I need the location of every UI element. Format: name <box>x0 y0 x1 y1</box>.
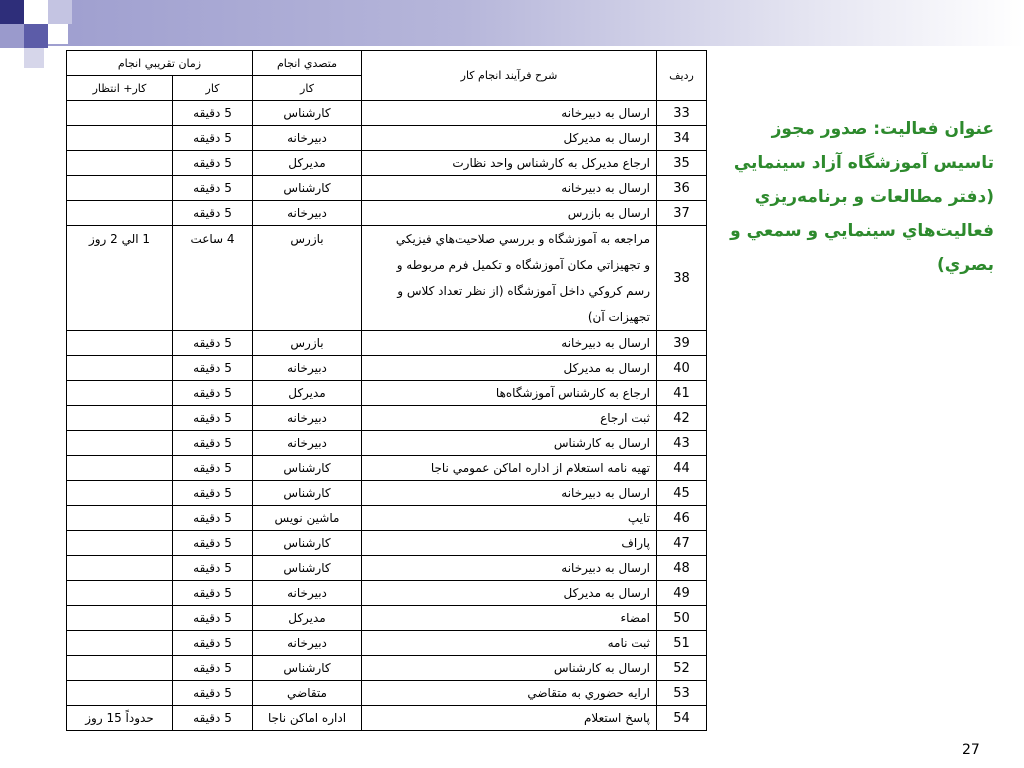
row-work-time-cell: 5 دقيقه <box>173 356 253 381</box>
table-row <box>67 226 707 331</box>
process-table-wrap <box>66 50 707 731</box>
row-responsible-cell: دبيرخانه <box>253 431 362 456</box>
process-table <box>66 50 707 731</box>
row-work-time-cell: 5 دقيقه <box>173 381 253 406</box>
row-id-cell: 45 <box>657 481 707 506</box>
table-row <box>67 456 707 481</box>
row-description-cell: ارايه حضوري به متقاضي <box>362 681 657 706</box>
table-row <box>67 151 707 176</box>
row-responsible-cell: مديركل <box>253 381 362 406</box>
table-row <box>67 531 707 556</box>
row-work-time-cell: 5 دقيقه <box>173 581 253 606</box>
row-work-time-cell: 5 دقيقه <box>173 556 253 581</box>
title-line: تاسيس آموزشگاه آزاد سينمايي <box>733 153 994 173</box>
table-row <box>67 126 707 151</box>
row-responsible-cell: دبيرخانه <box>253 201 362 226</box>
row-work-time-cell: 5 دقيقه <box>173 481 253 506</box>
row-wait-time-cell <box>67 201 173 226</box>
description-line: تجهيزات آن) <box>587 310 650 324</box>
row-wait-time-cell <box>67 331 173 356</box>
row-description-cell <box>362 226 657 331</box>
row-wait-time-cell <box>67 656 173 681</box>
row-id-cell: 36 <box>657 176 707 201</box>
row-responsible-cell: كارشناس <box>253 531 362 556</box>
row-wait-time-cell <box>67 151 173 176</box>
description-line: مراجعه به آموزشگاه و بررسي صلاحيت‌هاي فيزيكي <box>395 232 650 246</box>
row-id-cell: 40 <box>657 356 707 381</box>
row-work-time-cell: 5 دقيقه <box>173 656 253 681</box>
row-id-cell: 48 <box>657 556 707 581</box>
row-responsible-cell: بازرس <box>253 331 362 356</box>
row-responsible-cell: كارشناس <box>253 656 362 681</box>
header-time-group: زمان تقريبي انجام <box>67 51 253 76</box>
row-id-cell: 42 <box>657 406 707 431</box>
row-responsible-cell: اداره اماكن ناجا <box>253 706 362 731</box>
row-description-cell: ارجاع به كارشناس آموزشگاه‌ها <box>362 381 657 406</box>
row-responsible-cell: متقاضي <box>253 681 362 706</box>
row-work-time-cell: 5 دقيقه <box>173 176 253 201</box>
row-work-time-cell: 5 دقيقه <box>173 531 253 556</box>
row-description-cell: پاراف <box>362 531 657 556</box>
row-work-time-cell: 5 دقيقه <box>173 431 253 456</box>
header-responsible-line2: كار <box>253 76 362 101</box>
table-row <box>67 681 707 706</box>
row-description-cell: ارسال به كارشناس <box>362 431 657 456</box>
row-work-time-cell: 5 دقيقه <box>173 126 253 151</box>
row-description-cell: پاسخ استعلام <box>362 706 657 731</box>
table-header-row <box>67 51 707 76</box>
row-wait-time-cell <box>67 456 173 481</box>
row-responsible-cell: مديركل <box>253 606 362 631</box>
row-responsible-cell: دبيرخانه <box>253 356 362 381</box>
row-work-time-cell: 5 دقيقه <box>173 406 253 431</box>
row-id-cell: 49 <box>657 581 707 606</box>
header-gradient-band <box>0 0 1024 46</box>
table-row <box>67 101 707 126</box>
row-work-time-cell: 5 دقيقه <box>173 506 253 531</box>
table-row <box>67 631 707 656</box>
row-id-cell: 43 <box>657 431 707 456</box>
row-id-cell: 33 <box>657 101 707 126</box>
row-description-cell: امضاء <box>362 606 657 631</box>
table-row <box>67 581 707 606</box>
title-line: بصري) <box>936 255 994 275</box>
description-line: رسم كروكي داخل آموزشگاه (از نظر تعداد كلاس و <box>397 284 650 298</box>
table-row <box>67 481 707 506</box>
row-wait-time-cell <box>67 356 173 381</box>
row-wait-time-cell <box>67 431 173 456</box>
table-row <box>67 656 707 681</box>
row-description-cell: ثبت نامه <box>362 631 657 656</box>
row-responsible-cell: دبيرخانه <box>253 126 362 151</box>
row-id-cell: 54 <box>657 706 707 731</box>
row-description-cell: ارسال به دبيرخانه <box>362 331 657 356</box>
row-wait-time-cell <box>67 101 173 126</box>
row-work-time-cell: 5 دقيقه <box>173 631 253 656</box>
row-id-cell: 47 <box>657 531 707 556</box>
row-wait-time-cell <box>67 506 173 531</box>
row-description-cell: ارسال به دبيرخانه <box>362 556 657 581</box>
table-row <box>67 706 707 731</box>
row-responsible-cell: كارشناس <box>253 456 362 481</box>
row-responsible-cell: دبيرخانه <box>253 581 362 606</box>
row-description-cell: ارسال به مديركل <box>362 356 657 381</box>
row-responsible-cell: كارشناس <box>253 481 362 506</box>
row-responsible-cell: ماشين نويس <box>253 506 362 531</box>
row-id-cell: 37 <box>657 201 707 226</box>
title-line: (دفتر مطالعات و برنامه‌ريزي <box>754 187 994 207</box>
row-description-cell: ارسال به بازرس <box>362 201 657 226</box>
row-id-cell: 34 <box>657 126 707 151</box>
table-row <box>67 331 707 356</box>
table-row <box>67 356 707 381</box>
row-wait-time-cell <box>67 531 173 556</box>
row-wait-time-cell: 1 الي 2 روز <box>67 226 173 331</box>
row-wait-time-cell <box>67 681 173 706</box>
row-id-cell: 52 <box>657 656 707 681</box>
row-wait-time-cell <box>67 126 173 151</box>
row-id-cell: 39 <box>657 331 707 356</box>
row-description-cell: ارسال به دبيرخانه <box>362 101 657 126</box>
activity-title <box>724 112 994 282</box>
row-wait-time-cell <box>67 606 173 631</box>
row-description-cell: تهيه نامه استعلام از اداره اماكن عمومي ناجا <box>362 456 657 481</box>
row-description-cell: ارسال به كارشناس <box>362 656 657 681</box>
table-row <box>67 201 707 226</box>
row-id-cell: 51 <box>657 631 707 656</box>
row-work-time-cell: 5 دقيقه <box>173 681 253 706</box>
row-responsible-cell: كارشناس <box>253 556 362 581</box>
table-row <box>67 381 707 406</box>
row-work-time-cell: 5 دقيقه <box>173 101 253 126</box>
header-id: رديف <box>657 51 707 101</box>
row-work-time-cell: 5 دقيقه <box>173 706 253 731</box>
row-description-cell: ارسال به دبيرخانه <box>362 481 657 506</box>
header-responsible: متصدي انجام <box>253 51 362 76</box>
row-wait-time-cell <box>67 481 173 506</box>
row-description-cell: ارسال به مديركل <box>362 126 657 151</box>
header-description: شرح فرآيند انجام كار <box>362 51 657 101</box>
row-responsible-cell: مديركل <box>253 151 362 176</box>
row-wait-time-cell <box>67 381 173 406</box>
row-wait-time-cell <box>67 631 173 656</box>
row-wait-time-cell <box>67 556 173 581</box>
row-responsible-cell: دبيرخانه <box>253 631 362 656</box>
row-responsible-cell: بازرس <box>253 226 362 331</box>
row-description-cell: ارسال به مديركل <box>362 581 657 606</box>
row-id-cell: 41 <box>657 381 707 406</box>
table-row <box>67 406 707 431</box>
table-row <box>67 556 707 581</box>
row-wait-time-cell <box>67 176 173 201</box>
title-line: عنوان فعاليت: صدور مجوز <box>771 119 994 139</box>
table-row <box>67 176 707 201</box>
row-id-cell: 46 <box>657 506 707 531</box>
row-id-cell: 53 <box>657 681 707 706</box>
row-work-time-cell: 4 ساعت <box>173 226 253 331</box>
title-line: فعاليت‌هاي سينمايي و سمعي و <box>730 221 994 241</box>
table-row <box>67 431 707 456</box>
row-work-time-cell: 5 دقيقه <box>173 151 253 176</box>
table-row <box>67 506 707 531</box>
row-work-time-cell: 5 دقيقه <box>173 331 253 356</box>
row-work-time-cell: 5 دقيقه <box>173 606 253 631</box>
description-line: و تجهيزاتي مكان آموزشگاه و تكميل فرم مربوطه و <box>396 258 650 272</box>
row-id-cell: 38 <box>657 226 707 331</box>
row-wait-time-cell: حدوداً 15 روز <box>67 706 173 731</box>
header-work-wait-time: كار+ انتظار <box>67 76 173 101</box>
page-number: 27 <box>962 742 980 758</box>
row-responsible-cell: كارشناس <box>253 101 362 126</box>
row-description-cell: تايپ <box>362 506 657 531</box>
row-description-cell: ارجاع مديركل به كارشناس واحد نظارت <box>362 151 657 176</box>
row-id-cell: 44 <box>657 456 707 481</box>
header-work-time: كار <box>173 76 253 101</box>
row-wait-time-cell <box>67 406 173 431</box>
row-work-time-cell: 5 دقيقه <box>173 456 253 481</box>
row-wait-time-cell <box>67 581 173 606</box>
row-responsible-cell: كارشناس <box>253 176 362 201</box>
table-row <box>67 606 707 631</box>
row-description-cell: ارسال به دبيرخانه <box>362 176 657 201</box>
row-responsible-cell: دبيرخانه <box>253 406 362 431</box>
row-description-cell: ثبت ارجاع <box>362 406 657 431</box>
row-id-cell: 35 <box>657 151 707 176</box>
row-id-cell: 50 <box>657 606 707 631</box>
row-work-time-cell: 5 دقيقه <box>173 201 253 226</box>
